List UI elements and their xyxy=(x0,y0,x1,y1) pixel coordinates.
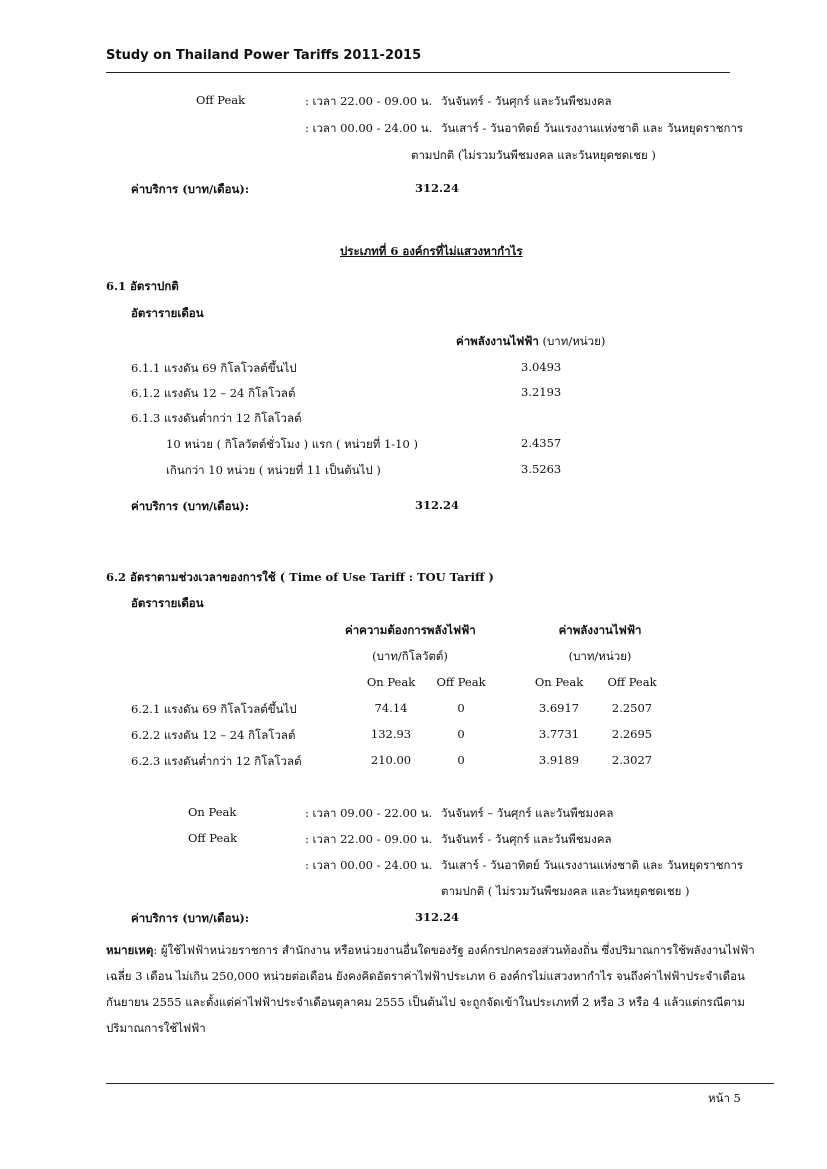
energy-on-value: 3.7731 xyxy=(538,727,580,741)
section-title: ประเภทที่ 6 องค์กรที่ไม่แสวงหากำไร xyxy=(340,244,523,258)
table-row-value: 3.2193 xyxy=(521,385,562,399)
demand-off-value: 0 xyxy=(457,753,465,767)
service-charge-label: ค่าบริการ (บาท/เดือน): xyxy=(131,911,250,925)
off-peak-time-weekday: : เวลา 22.00 - 09.00 น. xyxy=(305,832,433,846)
service-charge-label: ค่าบริการ (บาท/เดือน): xyxy=(131,182,250,196)
table-row-label: 6.1.3 แรงดันต่ำกว่า 12 กิโลโวลต์ xyxy=(131,411,302,425)
table-row-label: เกินกว่า 10 หน่วย ( หน่วยที่ 11 เป็นต้นไป ) xyxy=(166,463,381,477)
energy-charge-header: ค่าพลังงานไฟฟ้า xyxy=(558,623,642,637)
demand-off-value: 0 xyxy=(457,701,465,715)
off-peak-time-weekend: : เวลา 00.00 - 24.00 น. xyxy=(305,121,433,135)
off-peak-days-weekend: วันเสาร์ - วันอาทิตย์ วันแรงงานแห่งชาติ และ วันหยุดราชการ xyxy=(441,858,744,872)
service-charge-label: ค่าบริการ (บาท/เดือน): xyxy=(131,499,250,513)
energy-charge-unit: (บาท/หน่วย) xyxy=(568,649,632,663)
sec61-heading: 6.1 อัตราปกติ xyxy=(106,279,179,293)
off-peak-label: Off Peak xyxy=(196,93,246,107)
table-row-label: 6.1.1 แรงดัน 69 กิโลโวลต์ขึ้นไป xyxy=(131,361,297,375)
service-charge-value: 312.24 xyxy=(415,910,460,924)
demand-off-value: 0 xyxy=(457,727,465,741)
table-row-label: 6.2.3 แรงดันต่ำกว่า 12 กิโลโวลต์ xyxy=(131,754,302,768)
energy-off-value: 2.2507 xyxy=(611,701,653,715)
energy-off-value: 2.3027 xyxy=(611,753,653,767)
off-peak-time-weekend: : เวลา 00.00 - 24.00 น. xyxy=(305,858,433,872)
table-row-label: 10 หน่วย ( กิโลวัตต์ชั่วโมง ) แรก ( หน่วยที่ 1-10 ) xyxy=(166,437,418,451)
off-peak-label: Off Peak xyxy=(188,831,238,845)
demand-charge-unit: (บาท/กิโลวัตต์) xyxy=(372,649,448,663)
header-rule xyxy=(106,72,730,73)
demand-on-value: 74.14 xyxy=(374,701,408,715)
table-row-value: 3.0493 xyxy=(521,360,562,374)
note-paragraph xyxy=(106,937,774,1041)
service-charge-value: 312.24 xyxy=(415,181,460,195)
sec62-heading: 6.2 อัตราตามช่วงเวลาของการใช้ ( Time of Use Tariff : TOU Tariff ) xyxy=(106,570,494,584)
note-text: : ผู้ใช้ไฟฟ้าหน่วยราชการ สำนักงาน หรือหน่วยงานอื่นใดของรัฐ องค์กรปกครองส่วนท้องถิ่น ซึ่งปริมาณการใช้พลังงานไฟฟ้าเฉลี่ย 3 เดือน ไม่เกิน 250,000 หน่วยต่อเดือน ยังคงคิดอัตราค่าไฟฟ้าประเภท 6 องค์กรไม่แสวงหากำไร จนถึงค่าไฟฟ้าประจำเดือนกันยายน 2555 และตั้งแต่ค่าไฟฟ้าประจำเดือนตุลาคม 2555 เป็นต้นไป จะถูกจัดเข้าในประเภทที่ 2 หรือ 3 หรือ 4 แล้วแต่กรณีตามปริมาณการใช้ไฟฟ้า xyxy=(106,943,755,1035)
energy-on-value: 3.6917 xyxy=(538,701,580,715)
on-peak-time: : เวลา 09.00 - 22.00 น. xyxy=(305,806,433,820)
sec61-col-header-unit: (บาท/หน่วย) xyxy=(538,334,606,348)
page-number: หน้า 5 xyxy=(708,1091,741,1105)
off-peak-days-weekend-cont: ตามปกติ ( ไม่รวมวันพืชมงคล และวันหยุดชดเชย ) xyxy=(441,884,690,898)
table-row-value: 2.4357 xyxy=(521,436,562,450)
service-charge-value: 312.24 xyxy=(415,498,460,512)
document-header-title: Study on Thailand Power Tariffs 2011-2015 xyxy=(106,48,422,63)
off-peak-days-weekend: วันเสาร์ - วันอาทิตย์ วันแรงงานแห่งชาติ และ วันหยุดราชการ xyxy=(441,121,744,135)
sec61-subheading: อัตรารายเดือน xyxy=(131,306,204,320)
table-row-value: 3.5263 xyxy=(521,462,562,476)
table-row-label: 6.2.1 แรงดัน 69 กิโลโวลต์ขึ้นไป xyxy=(131,702,297,716)
col-demand-on-peak: On Peak xyxy=(366,675,416,689)
on-peak-label: On Peak xyxy=(188,805,237,819)
footer-rule xyxy=(106,1083,774,1084)
sec62-subheading: อัตรารายเดือน xyxy=(131,596,204,610)
sec61-col-header xyxy=(456,333,605,351)
sec61-col-header-title: ค่าพลังงานไฟฟ้า xyxy=(456,334,539,348)
demand-on-value: 132.93 xyxy=(370,727,412,741)
demand-charge-header: ค่าความต้องการพลังไฟฟ้า xyxy=(345,623,476,637)
note-label: หมายเหตุ xyxy=(106,943,154,957)
off-peak-days-weekday: วันจันทร์ - วันศุกร์ และวันพืชมงคล xyxy=(441,94,612,108)
col-demand-off-peak: Off Peak xyxy=(436,675,486,689)
on-peak-days: วันจันทร์ – วันศุกร์ และวันพืชมงคล xyxy=(441,806,614,820)
energy-on-value: 3.9189 xyxy=(538,753,580,767)
col-energy-on-peak: On Peak xyxy=(534,675,584,689)
off-peak-days-weekday: วันจันทร์ - วันศุกร์ และวันพืชมงคล xyxy=(441,832,612,846)
demand-on-value: 210.00 xyxy=(370,753,412,767)
off-peak-time-weekday: : เวลา 22.00 - 09.00 น. xyxy=(305,94,433,108)
off-peak-days-weekend-cont: ตามปกติ (ไม่รวมวันพืชมงคล และวันหยุดชดเชย ) xyxy=(411,148,656,162)
energy-off-value: 2.2695 xyxy=(611,727,653,741)
col-energy-off-peak: Off Peak xyxy=(607,675,657,689)
table-row-label: 6.1.2 แรงดัน 12 – 24 กิโลโวลต์ xyxy=(131,386,296,400)
table-row-label: 6.2.2 แรงดัน 12 – 24 กิโลโวลต์ xyxy=(131,728,296,742)
